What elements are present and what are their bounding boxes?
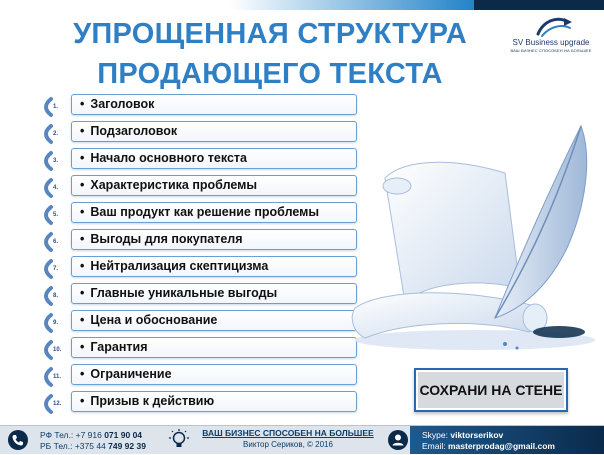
step-text: Выгоды для покупателя — [90, 232, 243, 246]
phone-ru-label: РФ Тел.: +7 916 — [40, 430, 105, 440]
step-item — [43, 336, 357, 359]
logo-tagline: ВАШ БИЗНЕС СПОСОБЕН НА БОЛЬШЕЕ — [510, 48, 592, 53]
phone-by-label: РБ Тел.: +375 44 — [40, 441, 109, 451]
bullet-icon: • — [80, 178, 85, 192]
footer-slogan-block — [198, 428, 378, 449]
quill-scroll-illustration — [345, 118, 603, 358]
step-number: 11. — [53, 374, 62, 380]
step-label — [80, 124, 177, 138]
phone-icon — [8, 430, 28, 450]
step-bar — [71, 256, 357, 277]
step-bar — [71, 310, 357, 331]
step-item — [43, 201, 357, 224]
step-number: 7. — [53, 266, 59, 272]
step-text: Начало основного текста — [90, 151, 247, 165]
step-label — [80, 97, 154, 111]
skype-value: viktorserikov — [450, 430, 504, 440]
step-item — [43, 147, 357, 170]
step-bar — [71, 148, 357, 169]
email-label: Email: — [422, 441, 448, 451]
lightbulb-icon — [168, 428, 190, 452]
logo-name: SV Business upgrade — [512, 38, 590, 47]
email-contact[interactable] — [422, 441, 555, 451]
step-text: Заголовок — [90, 97, 155, 111]
step-item — [43, 120, 357, 143]
footer — [0, 425, 604, 454]
step-item — [43, 93, 357, 116]
step-label — [80, 178, 257, 192]
bullet-icon: • — [80, 394, 85, 408]
step-label — [80, 394, 214, 408]
email-value: masterprodag@gmail.com — [447, 441, 555, 451]
bullet-icon: • — [80, 286, 85, 300]
step-number: 4. — [53, 185, 59, 191]
step-bar — [71, 94, 357, 115]
step-item — [43, 174, 357, 197]
step-number: 3. — [53, 158, 59, 164]
skype-contact[interactable] — [422, 430, 503, 440]
step-label — [80, 367, 172, 381]
step-label — [80, 313, 217, 327]
step-label — [80, 259, 268, 273]
step-item — [43, 390, 357, 413]
step-bar — [71, 202, 357, 223]
step-label — [80, 286, 277, 300]
step-label — [80, 151, 247, 165]
bullet-icon: • — [80, 367, 85, 381]
bullet-icon: • — [80, 205, 85, 219]
logo-swoosh-icon — [506, 14, 596, 40]
footer-contact-block — [410, 426, 604, 454]
phone-by-number: 749 92 39 — [108, 441, 146, 451]
step-text: Цена и обоснование — [90, 313, 218, 327]
bullet-icon: • — [80, 124, 85, 138]
step-item — [43, 282, 357, 305]
step-item — [43, 309, 357, 332]
step-item — [43, 255, 357, 278]
step-text: Подзаголовок — [90, 124, 178, 138]
step-bar — [71, 121, 357, 142]
step-number: 12. — [53, 401, 62, 407]
bullet-icon: • — [80, 340, 85, 354]
step-bar — [71, 229, 357, 250]
step-label — [80, 205, 319, 219]
skype-label: Skype: — [422, 430, 451, 440]
title-line-1: УПРОЩЕННАЯ СТРУКТУРА — [73, 18, 467, 50]
step-text: Ограничение — [90, 367, 172, 381]
phone-by[interactable] — [40, 441, 146, 451]
step-bar — [71, 364, 357, 385]
bullet-icon: • — [80, 151, 85, 165]
footer-headline[interactable]: ВАШ БИЗНЕС СПОСОБЕН НА БОЛЬШЕЕ — [202, 428, 374, 438]
step-number: 9. — [53, 320, 59, 326]
step-number: 10. — [53, 347, 62, 353]
step-number: 8. — [53, 293, 59, 299]
step-text: Характеристика проблемы — [90, 178, 258, 192]
step-text: Главные уникальные выгоды — [90, 286, 278, 300]
step-bar — [71, 283, 357, 304]
bullet-icon: • — [80, 259, 85, 273]
step-text: Ваш продукт как решение проблемы — [90, 205, 320, 219]
person-icon — [388, 430, 408, 450]
phone-ru-number: 071 90 04 — [104, 430, 143, 440]
bullet-icon: • — [80, 97, 85, 111]
top-band — [0, 0, 604, 10]
footer-author: Виктор Сериков, © 2016 — [243, 440, 333, 449]
step-text: Гарантия — [90, 340, 148, 354]
step-bar — [71, 175, 357, 196]
step-bar — [71, 337, 357, 358]
step-number: 6. — [53, 239, 59, 245]
title-line-2: ПРОДАЮЩЕГО ТЕКСТА — [97, 58, 443, 90]
structure-steps-list — [43, 93, 363, 415]
step-number: 2. — [53, 131, 59, 137]
step-item — [43, 228, 357, 251]
top-band-dark-tab — [474, 0, 604, 10]
step-item — [43, 363, 357, 386]
step-number: 5. — [53, 212, 59, 218]
bullet-icon: • — [80, 232, 85, 246]
step-number: 1. — [53, 104, 59, 110]
step-text: Нейтрализация скептицизма — [90, 259, 269, 273]
page-title — [60, 14, 480, 94]
step-label — [80, 340, 148, 354]
step-text: Призыв к действию — [90, 394, 215, 408]
save-to-wall-button[interactable]: СОХРАНИ НА СТЕНЕ — [414, 368, 568, 412]
bullet-icon: • — [80, 313, 85, 327]
step-label — [80, 232, 243, 246]
phone-ru[interactable] — [40, 430, 142, 440]
step-bar — [71, 391, 357, 412]
brand-logo — [506, 14, 596, 56]
